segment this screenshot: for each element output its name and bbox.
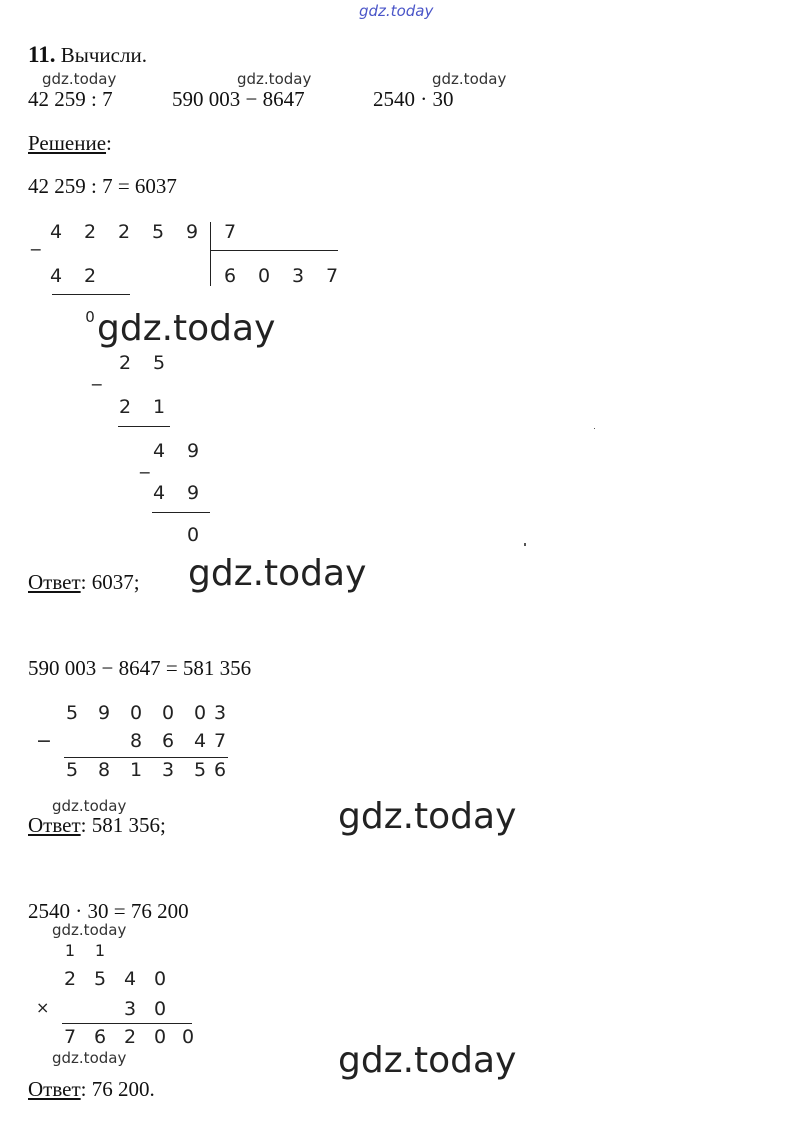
answer-label: Ответ [28,1077,81,1101]
multiply-sign: × [36,998,50,1017]
digit: 0 [186,524,200,546]
digit: 5 [152,352,166,374]
digit: 0 [153,968,167,990]
answer-value: : 6037; [80,570,140,594]
solution-label: Решение [28,131,107,155]
digit: 6 [161,730,175,752]
multiplication-equation: 2540 · 30 = 76 200 [28,899,189,923]
digit: 2 [117,221,131,243]
digit: 2 [83,265,97,287]
digit: 9 [186,440,200,462]
minus-sign: − [36,730,52,752]
digit: 3 [213,702,227,724]
digit: 0 [181,1026,195,1048]
division-equation: 42 259 : 7 = 6037 [28,174,177,198]
underline [152,512,210,513]
watermark-small: gdz.today [52,1049,127,1067]
underline [118,426,170,427]
minus-sign: _ [31,229,41,251]
digit: 6 [93,1026,107,1048]
answer-label: Ответ [28,813,81,837]
task-number: 11. [28,42,56,67]
digit: 0 [153,998,167,1020]
digit: 1 [152,396,166,418]
watermark-small: gdz.today [42,70,117,88]
watermark-top: gdz.today [359,2,434,20]
subtraction-answer [28,813,166,838]
answer-label: Ответ [28,570,81,594]
digit: 3 [291,265,305,287]
minus-sign: _ [140,452,150,474]
watermark-large: gdz.today [188,553,367,594]
problem-3: 2540 · 30 [373,87,454,111]
watermark-small: gdz.today [237,70,312,88]
task-header [28,42,147,68]
digit: 9 [186,482,200,504]
subtraction-equation: 590 003 − 8647 = 581 356 [28,656,252,680]
digit: 1 [64,941,76,960]
digit: 0 [129,702,143,724]
digit: 3 [161,759,175,781]
minus-sign: _ [92,364,102,386]
multiplication-answer [28,1077,155,1102]
digit: 8 [129,730,143,752]
underline [62,1023,192,1024]
digit: 8 [97,759,111,781]
answer-value: : 581 356; [80,813,166,837]
digit: 5 [93,968,107,990]
digit: 4 [152,482,166,504]
digit: 7 [63,1026,77,1048]
digit: 4 [123,968,137,990]
digit: 4 [49,221,63,243]
digit: 7 [213,730,227,752]
solution-heading: Решение: [28,131,112,155]
division-bar-horizontal [210,250,338,251]
digit: 0 [153,1026,167,1048]
answer-value: : 76 200. [80,1077,155,1101]
scan-speck [594,428,595,429]
division-bar-vertical [210,222,211,286]
digit: 1 [129,759,143,781]
watermark-small: gdz.today [52,797,127,815]
digit: 2 [83,221,97,243]
digit: 6 [213,759,227,781]
watermark-large: gdz.today [338,1040,517,1081]
digit: 0 [85,308,95,326]
digit: 5 [151,221,165,243]
underline [64,757,228,758]
digit: 5 [193,759,207,781]
digit: 5 [65,759,79,781]
watermark-large: gdz.today [97,308,276,349]
division-answer [28,570,140,595]
digit: 2 [118,352,132,374]
digit: 9 [97,702,111,724]
digit: 6 [223,265,237,287]
digit: 7 [325,265,339,287]
watermark-small: gdz.today [52,921,127,939]
digit: 0 [193,702,207,724]
problem-2: 590 003 − 8647 [172,87,305,111]
digit: 0 [161,702,175,724]
underline [52,294,130,295]
digit: 5 [65,702,79,724]
digit: 2 [63,968,77,990]
digit: 2 [123,1026,137,1048]
digit: 0 [257,265,271,287]
digit: 3 [123,998,137,1020]
watermark-small: gdz.today [432,70,507,88]
digit: 4 [49,265,63,287]
digit: 7 [223,221,237,243]
watermark-large: gdz.today [338,796,517,837]
digit: 2 [118,396,132,418]
problem-1: 42 259 : 7 [28,87,113,111]
digit: 1 [94,941,106,960]
digit: 4 [193,730,207,752]
digit: 4 [152,440,166,462]
task-title: Вычисли. [60,43,147,67]
scan-speck [524,543,526,546]
digit: 9 [185,221,199,243]
